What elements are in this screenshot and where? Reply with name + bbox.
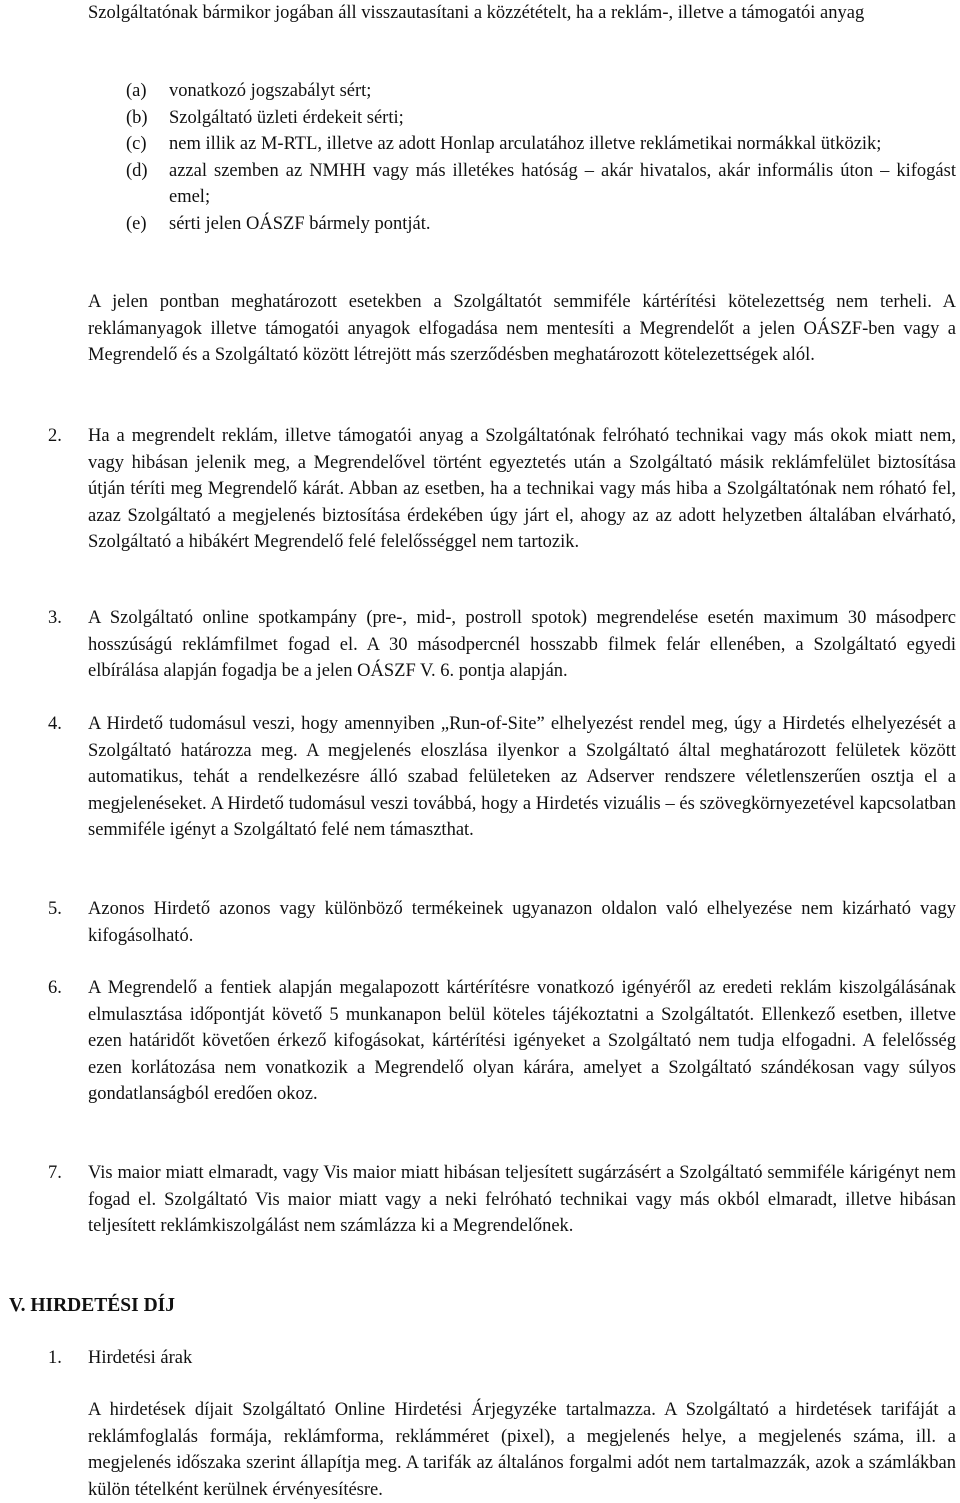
list-item-text: nem illik az M-RTL, illetve az adott Honlap arculatához illetve reklámetikai normákkal ütközik; [169, 134, 882, 155]
numbered-item-7 [48, 1160, 956, 1240]
list-item-label: (e) [126, 213, 147, 234]
list-item [88, 78, 956, 105]
list-item-text: sérti jelen OÁSZF bármely pontját. [169, 213, 431, 234]
list-item [88, 105, 956, 132]
section-heading: V. HIRDETÉSI DÍJ [9, 1295, 175, 1316]
item-text: A Hirdető tudomásul veszi, hogy amennyiben „Run-of-Site” elhelyezést rendel meg, úgy a Hirdetés elhelyezését a Szolgáltató határozza meg. A megjelenés eloszlása ilyenkor a Szolgáltató által meghatározott felületek között automatikus, tehát a rendelkezésre álló szabad felületeken az Adserver rendszere véletlenszerűen osztja el a megjelenéseket. A Hirdető tudomásul veszi továbbá, hogy a Hirdetés vizuális – és szövegkörnyezetével kapcsolatban semmiféle igényt a Szolgáltató felé nem támaszthat. [88, 714, 956, 841]
list-item [88, 158, 956, 211]
list-item-text: vonatkozó jogszabályt sért; [169, 81, 372, 101]
item-text: Azonos Hirdető azonos vagy különböző termékeinek ugyanazon oldalon való elhelyezése nem kizárható vagy kifogásolható. [88, 899, 956, 946]
subsection-number: 1. [48, 1348, 62, 1368]
numbered-item-6 [48, 975, 956, 1108]
item-number: 4. [48, 714, 62, 734]
pricing-paragraph: A hirdetések díjait Szolgáltató Online Hirdetési Árjegyzéke tartalmazza. A Szolgáltató a hirdetések tarifáját a reklámfoglalás formája, reklámforma, reklámméret (pixel), a megjelenés helye, a megjelenés száma, ill. a megjelenés időszaka szerint állapítja meg. A tarifák az általános forgalmi adót nem tartalmazzák, azok a számlákban külön tételként kerülnek érvényesítésre. [88, 1400, 956, 1500]
item-number: 2. [48, 426, 62, 446]
item-text: A Szolgáltató online spotkampány (pre-, mid-, postroll spotok) megrendelése esetén maximum 30 másodperc hosszúságú reklámfilmet fogad el. A 30 másodpercnél hosszabb filmek felár ellenében, a Szolgáltató egyedi elbírálása alapján fogadja be a jelen OÁSZF V. 6. pontja alapján. [88, 608, 956, 682]
item-number: 3. [48, 608, 62, 628]
list-item-label: (a) [126, 81, 147, 101]
liability-paragraph: A jelen pontban meghatározott esetekben a Szolgáltatót semmiféle kártérítési kötelezettség nem terheli. A reklámanyagok illetve támogatói anyagok elfogadása nem mentesíti a Megrendelőt a jelen OÁSZF-ben vagy a Megrendelő és a Szolgáltató között létrejött más szerződésben meghatározott kötelezettségek alól. [88, 292, 956, 366]
item-text: Ha a megrendelt reklám, illetve támogatói anyag a Szolgáltatónak felróható technikai vagy más okok miatt nem, vagy hibásan jelenik meg, a Megrendelővel történt egyeztetés után a Szolgáltató másik reklámfelület biztosítása útján téríti meg Megrendelő kárát. Abban az esetben, ha a technikai vagy más hiba a Szolgáltatónak nem róható fel, azaz Szolgáltató a megjelenés biztosítása érdekében úgy járt el, ahogy az az adott helyzetben általában elvárható, Szolgáltató a hibákért Megrendelő felé felelősséggel nem tartozik. [88, 426, 956, 553]
subsection-heading [48, 1345, 193, 1372]
list-item-label: (b) [126, 107, 148, 128]
numbered-item-3 [48, 605, 956, 685]
item-number: 6. [48, 978, 62, 998]
item-text: A Megrendelő a fentiek alapján megalapozott kártérítésre vonatkozó igényéről az eredeti reklám kiszolgálásának elmulasztása időpontját követő 5 munkanapon belül köteles tájékoztatni a Szolgáltatót. Ellenkező esetben, illetve ezen határidőt követően érkező kifogásokat, kártérítési igényeket a Szolgáltató nem tudja elfogadni. A felelősség ezen korlátozása nem vonatkozik a Megrendelő olyan kárára, amelyet a Szolgáltató szándékosan vagy súlyos gondatlanságból eredően okoz. [88, 978, 956, 1105]
subsection-title: Hirdetési árak [88, 1348, 193, 1368]
item-number: 7. [48, 1163, 62, 1183]
conditions-list [88, 78, 956, 238]
intro-paragraph: Szolgáltatónak bármikor jogában áll visszautasítani a közzétételt, ha a reklám-, illetve a támogatói anyag [88, 3, 865, 23]
list-item [88, 211, 956, 238]
item-text: Vis maior miatt elmaradt, vagy Vis maior miatt hibásan teljesített sugárzásért a Szolgáltató semmiféle kárigényt nem fogad el. Szolgáltató Vis maior miatt vagy a neki felróható technikai vagy más okból elmaradt, illetve hibásan teljesített reklámkiszolgálást nem számlázza ki a Megrendelőnek. [88, 1163, 956, 1237]
list-item [88, 131, 956, 158]
list-item-label: (d) [126, 160, 148, 181]
numbered-item-5 [48, 896, 956, 949]
list-item-text: azzal szemben az NMHH vagy más illetékes hatóság – akár hivatalos, akár informális úton – kifogást emel; [169, 160, 956, 208]
list-item-text: Szolgáltató üzleti érdekeit sérti; [169, 107, 404, 128]
list-item-label: (c) [126, 134, 147, 155]
numbered-item-2 [48, 423, 956, 556]
numbered-item-4 [48, 711, 956, 844]
item-number: 5. [48, 899, 62, 919]
